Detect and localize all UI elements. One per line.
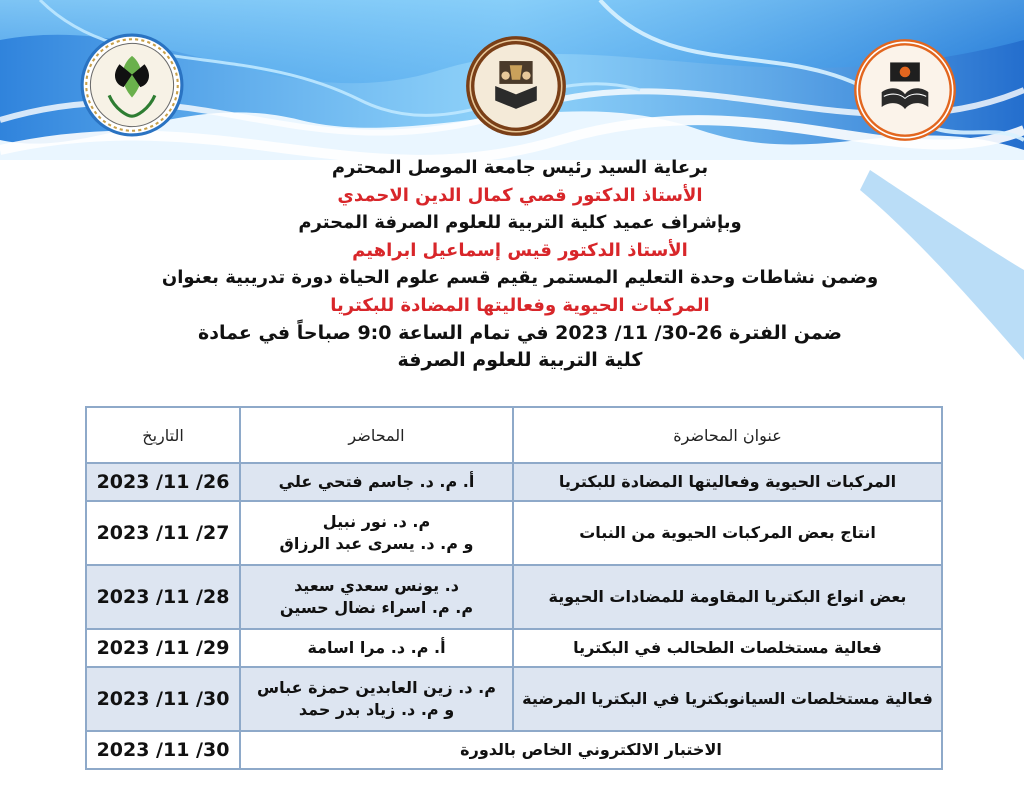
lecture-date: 2023 /11 /28 [86,565,240,629]
lecture-title: فعالية مستخلصات السيانوبكتريا في البكتريا المرضية [513,667,942,731]
lecturer-cell [240,667,513,731]
lecturer-name: و م. د. يسرى عبد الرزاق [279,534,474,553]
lecture-date: 2023 /11 /30 [86,667,240,731]
course-period-line: ضمن الفترة 26-30/ 11/ 2023 في تمام الساعة 9:0 صباحاً في عمادة [198,321,842,344]
course-venue-line: كلية التربية للعلوم الصرفة [397,349,643,372]
table-row [86,463,942,501]
biology-department-emblem-icon [80,30,184,140]
header-lecture-title: عنوان المحاضرة [513,407,942,463]
lecturer-cell [240,565,513,629]
course-intro-line: وضمن نشاطات وحدة التعليم المستمر يقيم قسم علوم الحياة دورة تدريبية بعنوان [161,267,879,289]
lecture-schedule-table [85,406,943,770]
dean-name: الأستاذ الدكتور قيس إسماعيل ابراهيم [352,239,688,261]
lecturer-cell [240,463,513,501]
announcement-heading [120,154,920,375]
exam-row [86,731,942,769]
course-title: المركبات الحيوية وفعاليتها المضادة للبكتريا [330,294,710,316]
header-lecturer: المحاضر [240,407,513,463]
patronage-line: برعاية السيد رئيس جامعة الموصل المحترم [331,157,709,178]
exam-date: 2023 /11 /30 [86,731,240,769]
table-row [86,501,942,565]
lecturer-name: م. د. نور نبيل [322,512,431,531]
lecture-title: انتاج بعض المركبات الحيوية من النبات [513,501,942,565]
table-row [86,667,942,731]
lecture-date: 2023 /11 /26 [86,463,240,501]
table-row [86,565,942,629]
lecture-title: فعالية مستخلصات الطحالب في البكتريا [513,629,942,667]
university-president-name: الأستاذ الدكتور قصي كمال الدين الاحمدي [337,184,703,206]
college-of-education-seal-icon [464,30,568,142]
lecturer-name: م. م. اسراء نضال حسين [279,598,474,617]
exam-title: الاختبار الالكتروني الخاص بالدورة [240,731,942,769]
lecture-date: 2023 /11 /29 [86,629,240,667]
lecturer-name: أ. م. د. جاسم فتحي علي [278,472,475,491]
lecturer-cell [240,629,513,667]
header-date: التاريخ [86,407,240,463]
lecturer-cell [240,501,513,565]
lecturer-name: د. يونس سعدي سعيد [294,576,459,595]
lecture-date: 2023 /11 /27 [86,501,240,565]
lecturer-name: و م. د. زياد بدر حمد [298,700,455,719]
lecture-title: المركبات الحيوية وفعاليتها المضادة للبكتريا [513,463,942,501]
table-row [86,629,942,667]
supervision-line: وبإشراف عميد كلية التربية للعلوم الصرفة المحترم [298,212,742,234]
lecturer-name: أ. م. د. مرا اسامة [307,638,446,657]
table-header-row [86,407,942,463]
university-of-mosul-seal-icon [852,36,958,144]
lecture-title: بعض انواع البكتريا المقاومة للمضادات الحيوية [513,565,942,629]
lecturer-name: م. د. زين العابدين حمزة عباس [257,678,496,697]
